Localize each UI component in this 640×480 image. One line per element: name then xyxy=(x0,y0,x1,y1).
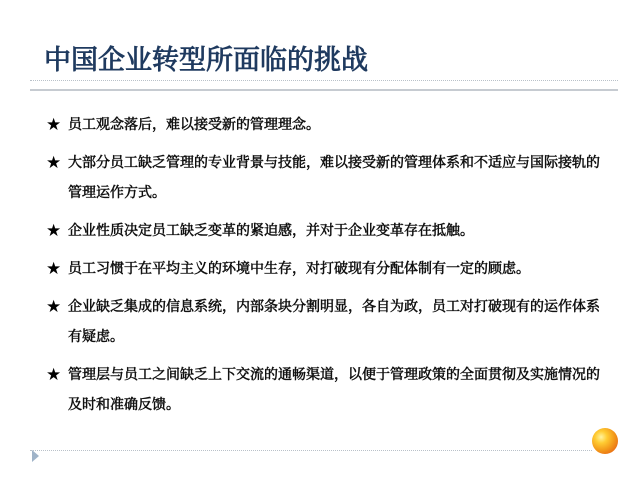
bullet-text: 企业缺乏集成的信息系统，内部条块分割明显，各自为政，员工对打破现有的运作体系有疑虑。 xyxy=(68,299,600,345)
bullet-item xyxy=(46,110,606,140)
star-icon: ★ xyxy=(46,297,62,317)
title-divider-dotted xyxy=(30,80,618,81)
bullet-text: 管理层与员工之间缺乏上下交流的通畅渠道，以便于管理政策的全面贯彻及实施情况的及时和准确反馈。 xyxy=(68,367,600,413)
bullet-text: 企业性质决定员工缺乏变革的紧迫感，并对于企业变革存在抵触。 xyxy=(68,223,474,239)
bullet-item xyxy=(46,360,606,420)
star-icon: ★ xyxy=(46,153,62,173)
star-icon: ★ xyxy=(46,365,62,385)
slide-title: 中国企业转型所面临的挑战 xyxy=(44,45,368,76)
bullet-item xyxy=(46,254,606,284)
play-arrow-icon xyxy=(32,450,39,462)
footer-divider xyxy=(30,450,592,451)
bullet-list xyxy=(46,110,606,428)
star-icon: ★ xyxy=(46,259,62,279)
orange-ball-icon xyxy=(592,428,618,454)
star-icon: ★ xyxy=(46,115,62,135)
bullet-text: 大部分员工缺乏管理的专业背景与技能，难以接受新的管理体系和不适应与国际接轨的管理运作方式。 xyxy=(68,155,600,201)
title-divider xyxy=(30,89,618,91)
bullet-text: 员工观念落后，难以接受新的管理理念。 xyxy=(68,117,320,133)
bullet-item xyxy=(46,292,606,352)
bullet-item xyxy=(46,148,606,208)
bullet-text: 员工习惯于在平均主义的环境中生存，对打破现有分配体制有一定的顾虑。 xyxy=(68,261,530,277)
star-icon: ★ xyxy=(46,221,62,241)
bullet-item xyxy=(46,216,606,246)
